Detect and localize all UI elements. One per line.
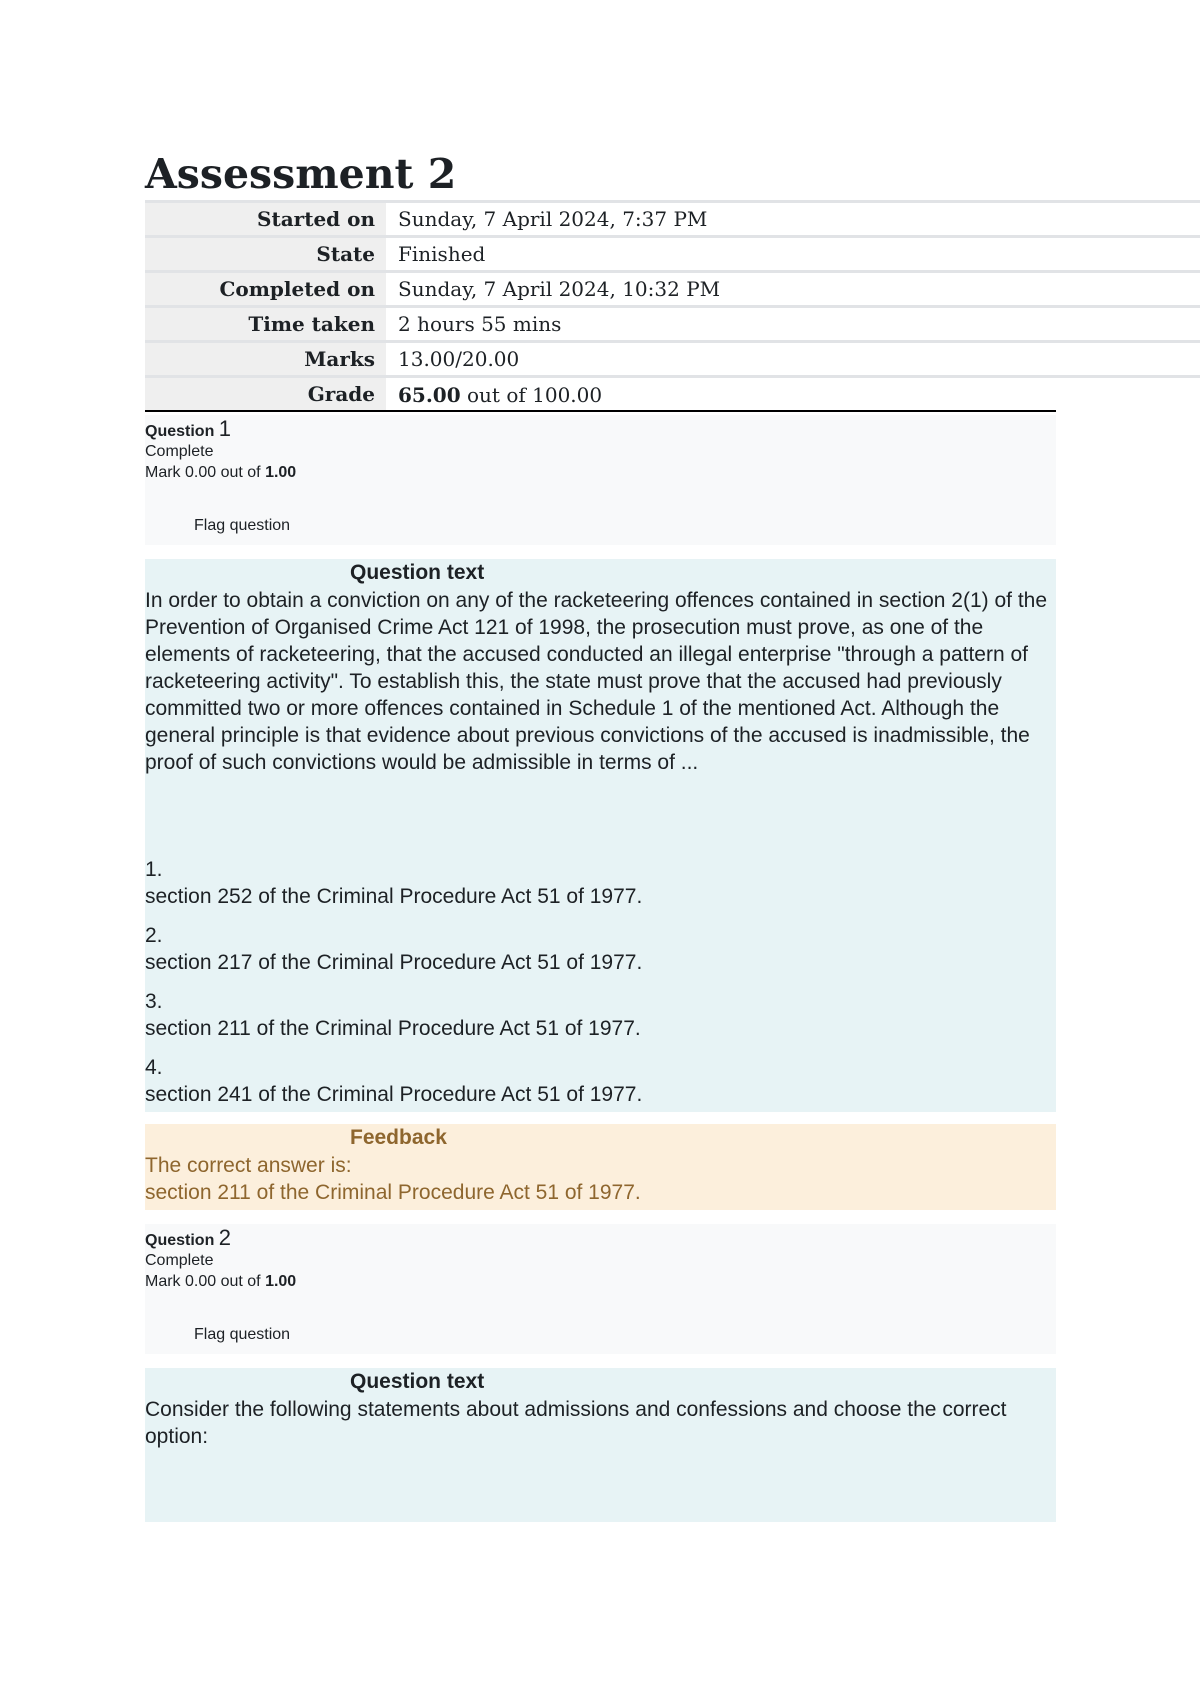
mark-max: 1.00	[265, 464, 297, 481]
question-mark	[145, 462, 1056, 483]
answer-option[interactable]	[145, 856, 1056, 910]
divider	[145, 410, 1056, 412]
summary-label: Started on	[145, 202, 386, 237]
question-formulation	[145, 1368, 1056, 1522]
answer-number: 2.	[145, 924, 163, 947]
question-num: 1	[218, 416, 232, 441]
summary-value: Sunday, 7 April 2024, 10:32 PM	[386, 272, 1200, 307]
summary-label: State	[145, 237, 386, 272]
page-content	[145, 150, 1200, 1522]
summary-row-marks	[145, 342, 1200, 377]
summary-row-state	[145, 237, 1200, 272]
summary-label: Marks	[145, 342, 386, 377]
attempt-summary-table	[145, 200, 1200, 412]
question-number	[145, 417, 1056, 441]
summary-value: Finished	[386, 237, 1200, 272]
mark-prefix: Mark 0.00 out of	[145, 464, 266, 481]
grade-score: 65.00	[398, 382, 461, 407]
mark-max: 1.00	[265, 1273, 297, 1290]
summary-row-time-taken	[145, 307, 1200, 342]
question-text-heading: Question text	[350, 1370, 485, 1393]
summary-label: Grade	[145, 377, 386, 412]
question-mark	[145, 1271, 1056, 1292]
summary-row-completed	[145, 272, 1200, 307]
question-state: Complete	[145, 443, 214, 460]
feedback-intro: The correct answer is:	[145, 1154, 352, 1177]
question-prefix: Question	[145, 1232, 215, 1249]
answer-option[interactable]	[145, 1054, 1056, 1108]
summary-value: 2 hours 55 mins	[386, 307, 1200, 342]
answer-number: 1.	[145, 858, 163, 881]
answer-number: 3.	[145, 990, 163, 1013]
answer-option[interactable]	[145, 988, 1056, 1042]
question-info	[145, 415, 1056, 545]
feedback-panel	[145, 1124, 1056, 1210]
question-text: Consider the following statements about admissions and confessions and choose the correct option:	[145, 1398, 1007, 1448]
question-formulation	[145, 559, 1056, 1112]
flag-question-link[interactable]: Flag question	[194, 1326, 291, 1343]
summary-value: 13.00/20.00	[386, 342, 1200, 377]
summary-value: Sunday, 7 April 2024, 7:37 PM	[386, 202, 1200, 237]
question-prefix: Question	[145, 423, 215, 440]
question-info	[145, 1224, 1056, 1354]
grade-suffix: out of 100.00	[467, 382, 603, 407]
answer-text: section 252 of the Criminal Procedure Act 51 of 1977.	[145, 885, 643, 908]
flag-question-link[interactable]: Flag question	[194, 517, 291, 534]
summary-value	[386, 377, 1200, 412]
question-state: Complete	[145, 1252, 214, 1269]
summary-row-grade	[145, 377, 1200, 412]
question-num: 2	[218, 1225, 232, 1250]
mark-prefix: Mark 0.00 out of	[145, 1273, 266, 1290]
summary-row-started	[145, 202, 1200, 237]
answer-text: section 241 of the Criminal Procedure Act 51 of 1977.	[145, 1083, 643, 1106]
question-text: In order to obtain a conviction on any of the racketeering offences contained in section 2(1) of the Prevention of Organised Crime Act 121 of 1998, the prosecution must prove, as one of the elements of racketeering, that the accused conducted an illegal enterprise "through a pattern of racketeering activity". To establish this, the state must prove that the accused had previously committed two or more offences contained in Schedule 1 of the mentioned Act. Although the general principle is that evidence about previous convictions of the accused is inadmissible, the proof of such convictions would be admissible in terms of ...	[145, 589, 1048, 774]
question-number	[145, 1226, 1056, 1250]
answer-option[interactable]	[145, 922, 1056, 976]
feedback-correct-answer: section 211 of the Criminal Procedure Act 51 of 1977.	[145, 1181, 641, 1204]
answer-text: section 217 of the Criminal Procedure Act 51 of 1977.	[145, 951, 643, 974]
answer-text: section 211 of the Criminal Procedure Act 51 of 1977.	[145, 1017, 641, 1040]
summary-label: Completed on	[145, 272, 386, 307]
answer-list	[145, 856, 1056, 1108]
question-text-heading: Question text	[350, 561, 485, 584]
feedback-heading: Feedback	[350, 1126, 447, 1149]
answer-number: 4.	[145, 1056, 163, 1079]
summary-label: Time taken	[145, 307, 386, 342]
page-title: Assessment 2	[145, 150, 457, 198]
